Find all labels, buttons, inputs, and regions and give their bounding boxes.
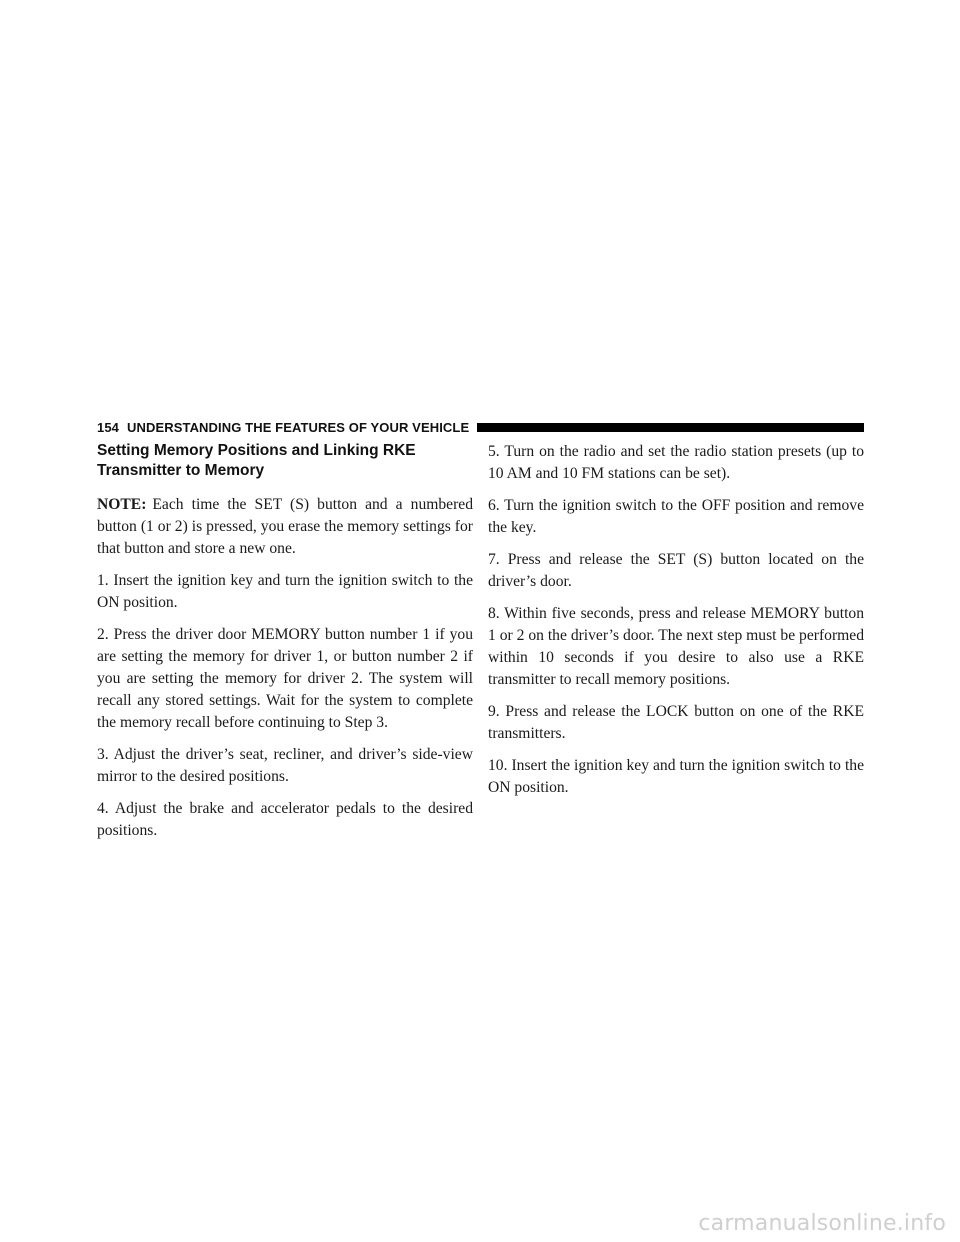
step-7: 7. Press and release the SET (S) button located on the driver’s door. [488,551,864,590]
step-2: 2. Press the driver door MEMORY button number 1 if you are setting the memory for driver 1, or button number 2 if you are setting the memory for driver 2. The system will recall any stored settings. Wait for the system to complete the memory recall before continuing to Step 3. [97,626,473,731]
right-column [488,441,864,809]
note-label: NOTE: [97,496,147,513]
watermark: carmanualsonline.info [698,1211,946,1236]
step-1: 1. Insert the ignition key and turn the ignition switch to the ON position. [97,572,473,611]
section-title: UNDERSTANDING THE FEATURES OF YOUR VEHICLE [127,419,470,435]
note-paragraph [97,494,473,560]
page-header [97,418,864,436]
step-9: 9. Press and release the LOCK button on one of the RKE transmitters. [488,703,864,742]
page-number: 154 [97,419,119,435]
subsection-heading: Setting Memory Positions and Linking RKE Transmitter to Memory [97,442,416,479]
step-6: 6. Turn the ignition switch to the OFF position and remove the key. [488,497,864,536]
step-5: 5. Turn on the radio and set the radio station presets (up to 10 AM and 10 FM stations can be set). [488,443,864,482]
step-4: 4. Adjust the brake and accelerator pedals to the desired positions. [97,800,473,839]
header-rule [477,423,864,432]
step-3: 3. Adjust the driver’s seat, recliner, and driver’s side-view mirror to the desired positions. [97,746,473,785]
left-column [97,441,473,852]
note-text: Each time the SET (S) button and a numbered button (1 or 2) is pressed, you erase the memory settings for that button and store a new one. [97,496,473,557]
step-10: 10. Insert the ignition key and turn the ignition switch to the ON position. [488,757,864,796]
step-8: 8. Within five seconds, press and release MEMORY button 1 or 2 on the driver’s door. The next step must be performed within 10 seconds if you desire to also use a RKE transmitter to recall memory positions. [488,605,864,688]
